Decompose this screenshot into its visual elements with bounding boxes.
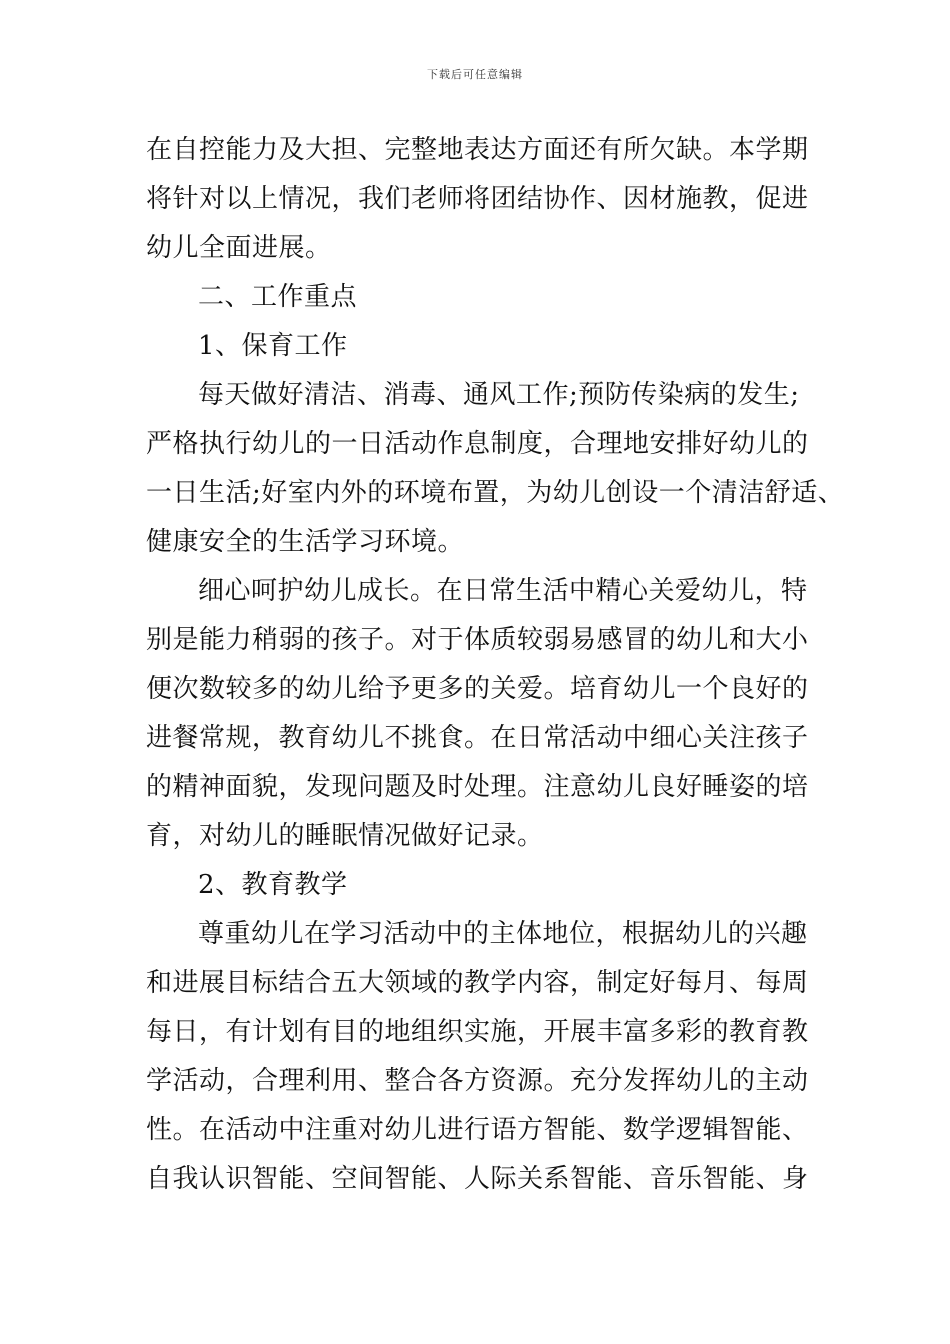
- text-line: 将针对以上情况，我们老师将团结协作、因材施教，促进: [146, 184, 809, 214]
- text-line: 的精神面貌，发现问题及时处理。注意幼儿良好睡姿的培: [146, 772, 809, 802]
- text-line: 每天做好清洁、消毒、通风工作;预防传染病的发生;: [198, 380, 800, 410]
- text-line: 健康安全的生活学习环境。: [146, 527, 465, 557]
- text-line: 便次数较多的幼儿给予更多的关爱。培育幼儿一个良好的: [146, 674, 809, 704]
- text-line: 每日，有计划有目的地组织实施，开展丰富多彩的教育教: [146, 1017, 809, 1047]
- section-heading: 二、工作重点: [198, 282, 358, 312]
- text-line: 一日生活;好室内外的环境布置，为幼儿创设一个清洁舒适、: [146, 478, 845, 508]
- text-line: 在自控能力及大担、完整地表达方面还有所欠缺。本学期: [146, 135, 809, 165]
- subsection-heading: 2、教育教学: [198, 870, 348, 900]
- text-line: 严格执行幼儿的一日活动作息制度，合理地安排好幼儿的: [146, 429, 809, 459]
- text-line: 别是能力稍弱的孩子。对于体质较弱易感冒的幼儿和大小: [146, 625, 809, 655]
- text-line: 自我认识智能、空间智能、人际关系智能、音乐智能、身: [146, 1164, 809, 1194]
- text-line: 幼儿全面进展。: [146, 233, 332, 263]
- header-note: 下载后可任意编辑: [427, 68, 523, 81]
- document-body: [146, 126, 845, 1204]
- text-line: 和进展目标结合五大领域的教学内容，制定好每月、每周: [146, 968, 809, 998]
- text-line: 尊重幼儿在学习活动中的主体地位，根据幼儿的兴趣: [198, 919, 808, 949]
- text-line: 细心呵护幼儿成长。在日常生活中精心关爱幼儿，特: [198, 576, 808, 606]
- text-line: 进餐常规，教育幼儿不挑食。在日常活动中细心关注孩子: [146, 723, 809, 753]
- text-line: 育，对幼儿的睡眠情况做好记录。: [146, 821, 544, 851]
- text-line: 学活动，合理利用、整合各方资源。充分发挥幼儿的主动: [146, 1066, 809, 1096]
- text-line: 性。在活动中注重对幼儿进行语方智能、数学逻辑智能、: [146, 1115, 809, 1145]
- subsection-heading: 1、保育工作: [198, 331, 348, 361]
